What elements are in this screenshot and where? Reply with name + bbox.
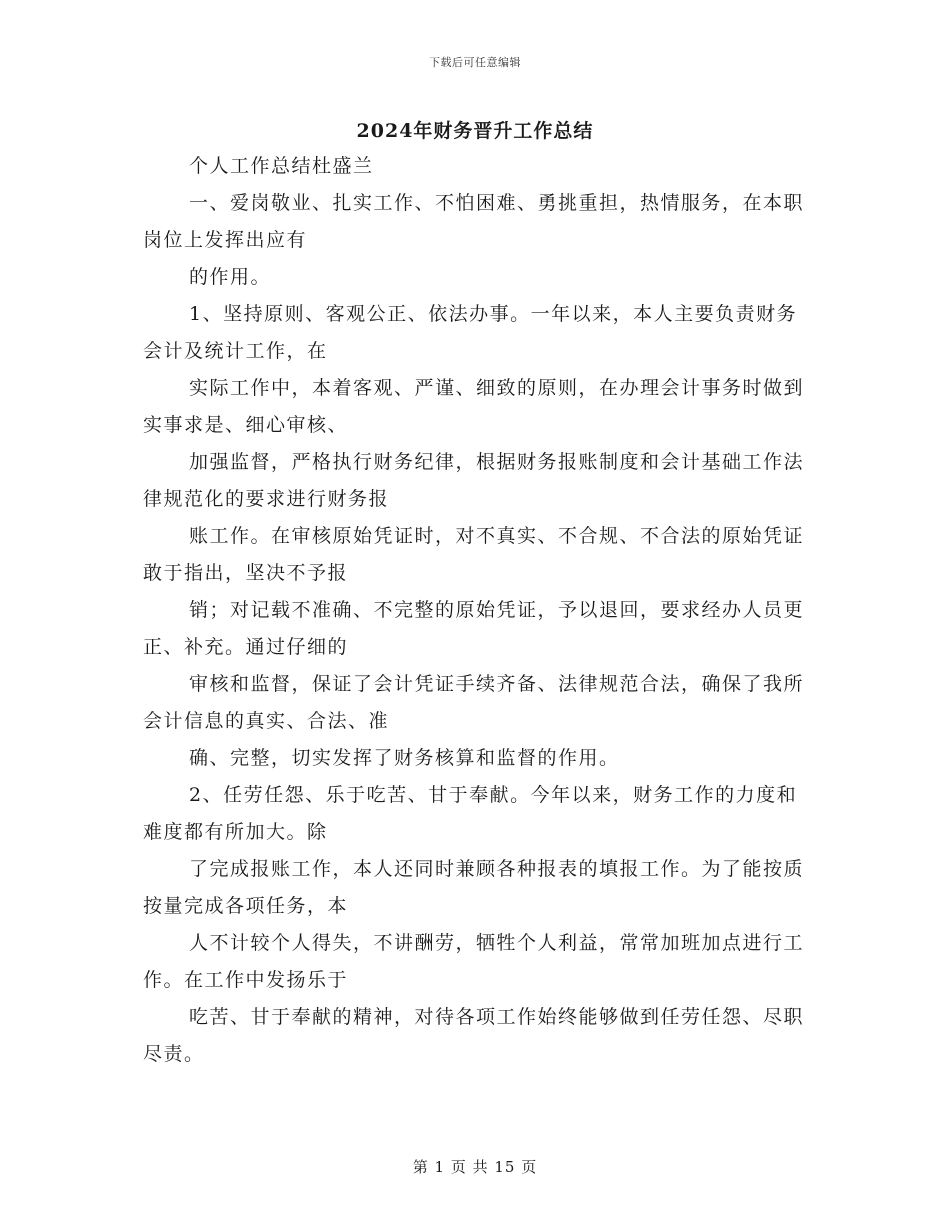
- paragraph: 确、完整，切实发挥了财务核算和监督的作用。: [189, 747, 620, 769]
- paragraph: 销；对记载不准确、不完整的原始凭证，予以退回，要求经办人员更正、补充。通过仔细的: [143, 599, 805, 658]
- paragraph: 1、坚持原则、客观公正、依法办事。一年以来，本人主要负责财务会计及统计工作，在: [143, 303, 798, 362]
- document-body: [143, 148, 807, 1073]
- paragraph: 加强监督，严格执行财务纪律，根据财务报账制度和会计基础工作法律规范化的要求进行财务报: [143, 451, 805, 510]
- paragraph: 账工作。在审核原始凭证时，对不真实、不合规、不合法的原始凭证敢于指出，坚决不予报: [143, 525, 805, 584]
- paragraph: 实际工作中，本着客观、严谨、细致的原则，在办理会计事务时做到实事求是、细心审核、: [143, 377, 805, 436]
- page-number-footer: 第 1 页 共 15 页: [412, 1158, 538, 1176]
- paragraph: 吃苦、甘于奉献的精神，对待各项工作始终能够做到任劳任怨、尽职尽责。: [143, 1006, 805, 1065]
- paragraph: 了完成报账工作，本人还同时兼顾各种报表的填报工作。为了能按质按量完成各项任务，本: [143, 858, 805, 917]
- paragraph-author-line: 个人工作总结杜盛兰: [189, 155, 374, 177]
- paragraph: 审核和监督，保证了会计凭证手续齐备、法律规范合法，确保了我所会计信息的真实、合法、准: [143, 673, 805, 732]
- paragraph: 的作用。: [189, 266, 272, 288]
- paragraph: 2、任劳任怨、乐于吃苦、甘于奉献。今年以来，财务工作的力度和难度都有所加大。除: [143, 784, 798, 843]
- document-title: 2024年财务晋升工作总结: [356, 120, 594, 142]
- page-header-note: 下载后可任意编辑: [429, 56, 521, 69]
- paragraph: 人不计较个人得失，不讲酬劳，牺牲个人利益，常常加班加点进行工作。在工作中发扬乐于: [143, 932, 805, 991]
- paragraph: 一、爱岗敬业、扎实工作、不怕困难、勇挑重担，热情服务，在本职岗位上发挥出应有: [143, 192, 805, 251]
